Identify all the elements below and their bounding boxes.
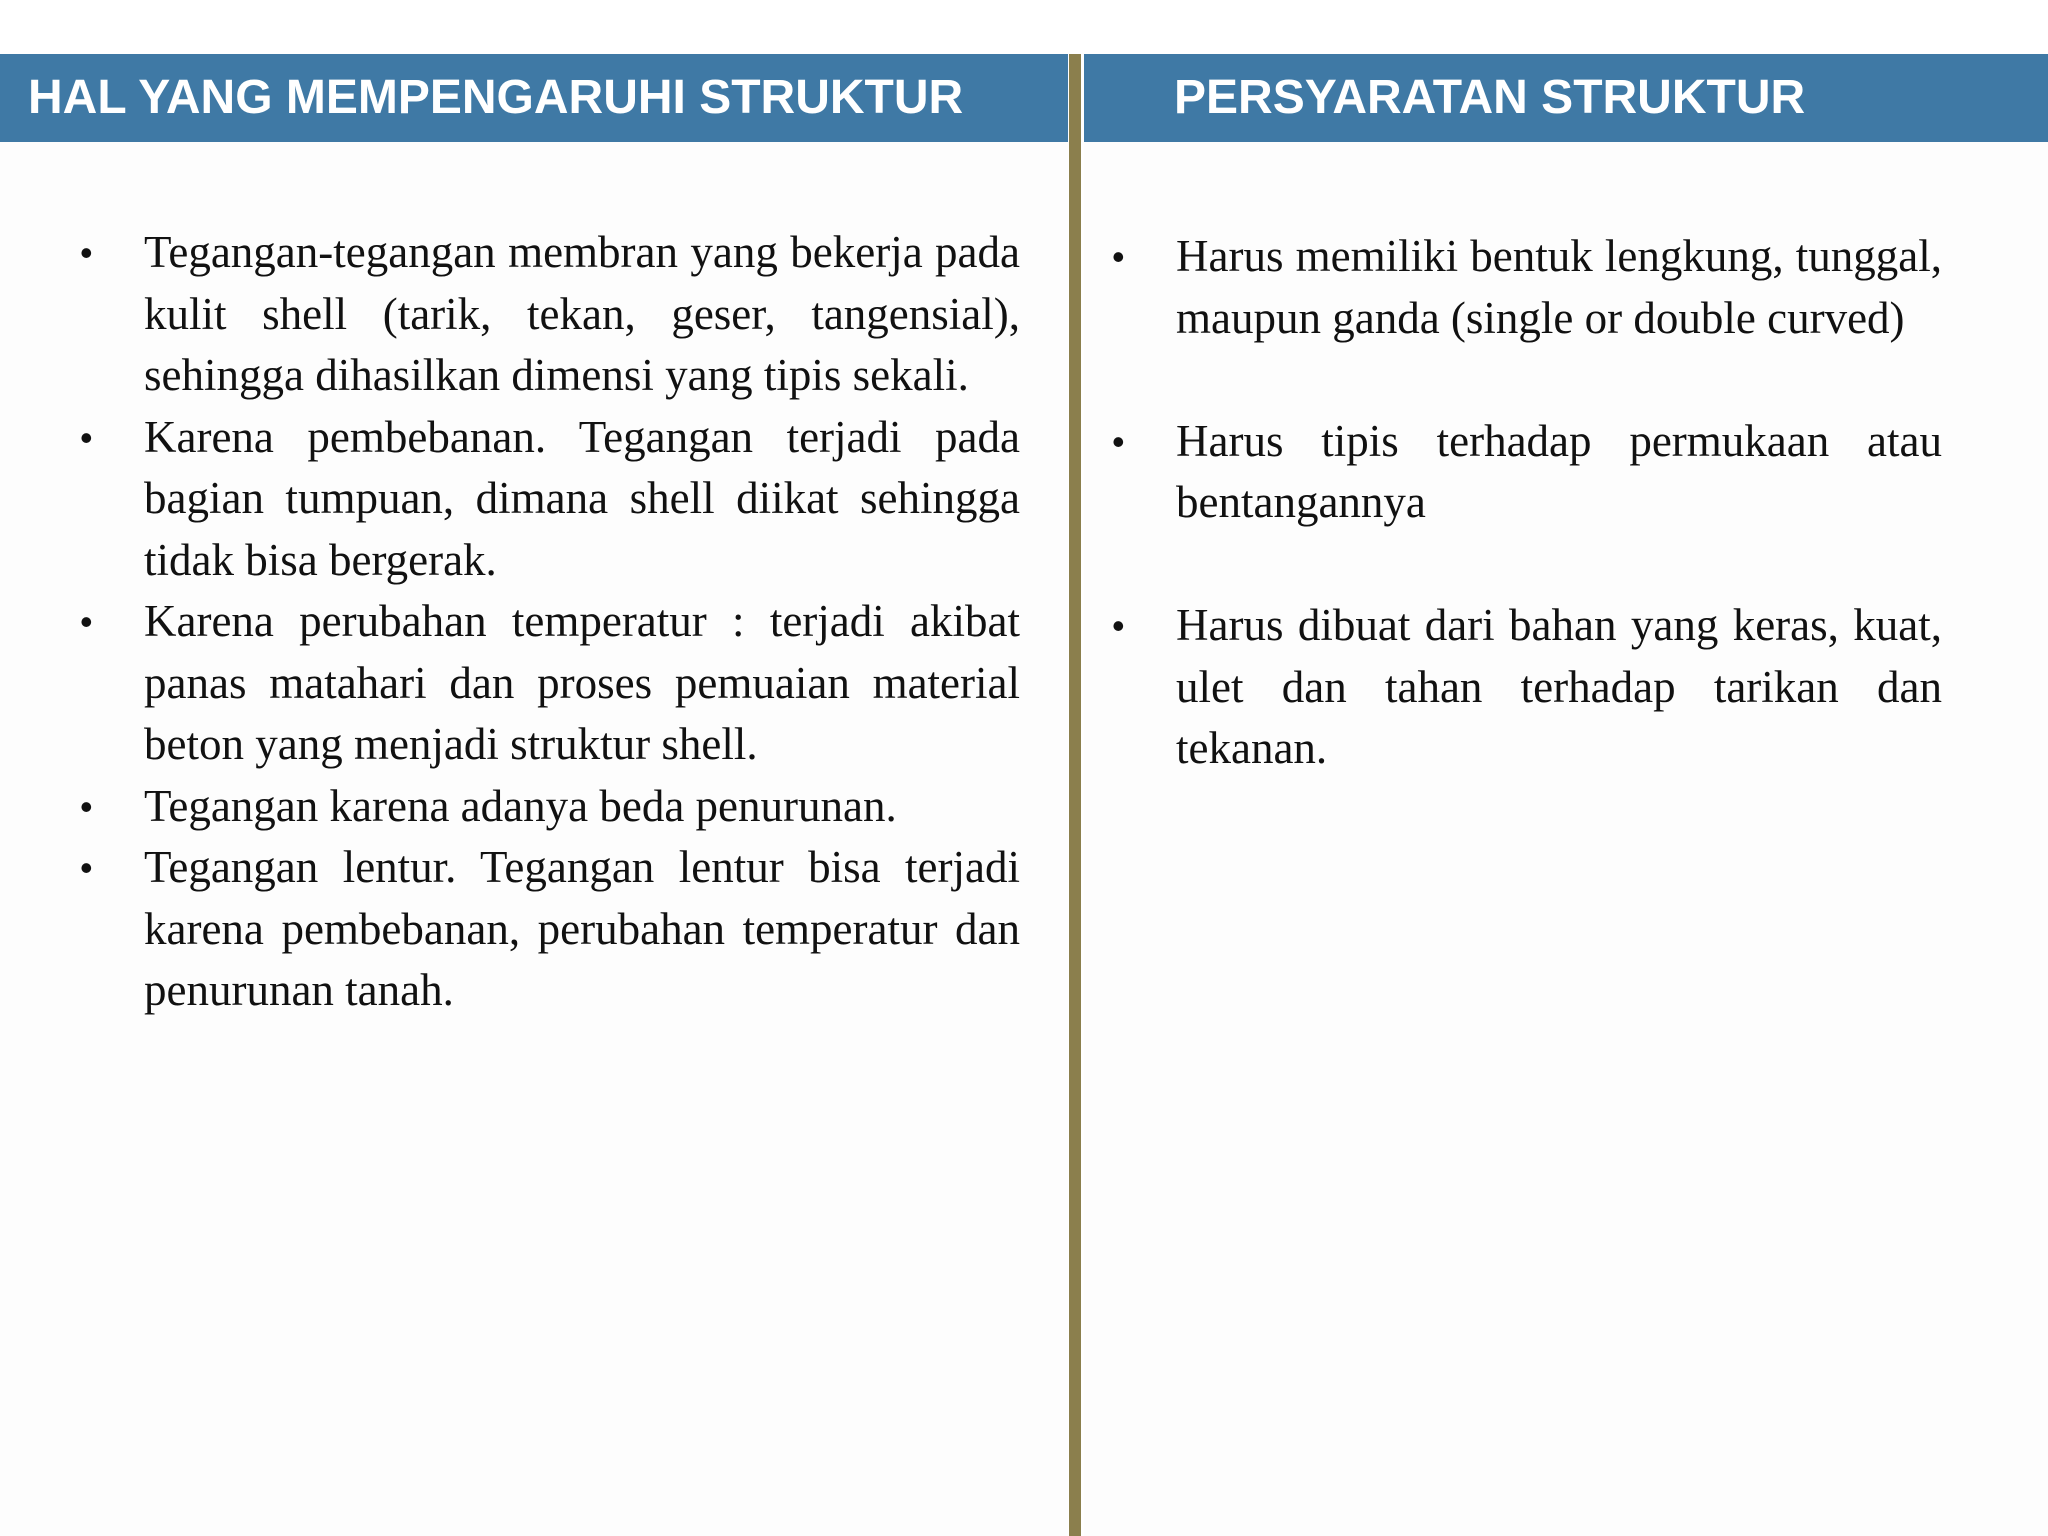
column-divider	[1069, 54, 1081, 1536]
right-column-header	[1084, 54, 2048, 142]
list-item: • Harus tipis terhadap permukaan atau bentangannya	[1112, 411, 1942, 534]
list-item: • Harus memiliki bentuk lengkung, tunggal, maupun ganda (single or double curved)	[1112, 226, 1942, 349]
top-margin	[0, 0, 2048, 54]
list-item: • Harus dibuat dari bahan yang keras, kuat, ulet dan tahan terhadap tarikan dan tekanan.	[1112, 595, 1942, 780]
left-column-title: HAL YANG MEMPENGARUHI STRUKTUR	[28, 71, 964, 124]
left-bullet-list	[80, 222, 1020, 1022]
list-item: • Tegangan karena adanya beda penurunan.	[80, 776, 1020, 838]
list-item: • Karena perubahan temperatur : terjadi akibat panas matahari dan proses pemuaian material beton yang menjadi struktur shell.	[80, 591, 1020, 776]
right-bullet-list	[1112, 226, 1942, 780]
list-item: • Tegangan lentur. Tegangan lentur bisa terjadi karena pembebanan, perubahan temperatur dan penurunan tanah.	[80, 837, 1020, 1022]
right-column-title: PERSYARATAN STRUKTUR	[1174, 71, 1806, 124]
list-item: • Karena pembebanan. Tegangan terjadi pada bagian tumpuan, dimana shell diikat sehingga tidak bisa bergerak.	[80, 407, 1020, 592]
left-column-header	[0, 54, 1068, 142]
list-item: • Tegangan-tegangan membran yang bekerja pada kulit shell (tarik, tekan, geser, tangensial), sehingga dihasilkan dimensi yang tipis sekali.	[80, 222, 1020, 407]
